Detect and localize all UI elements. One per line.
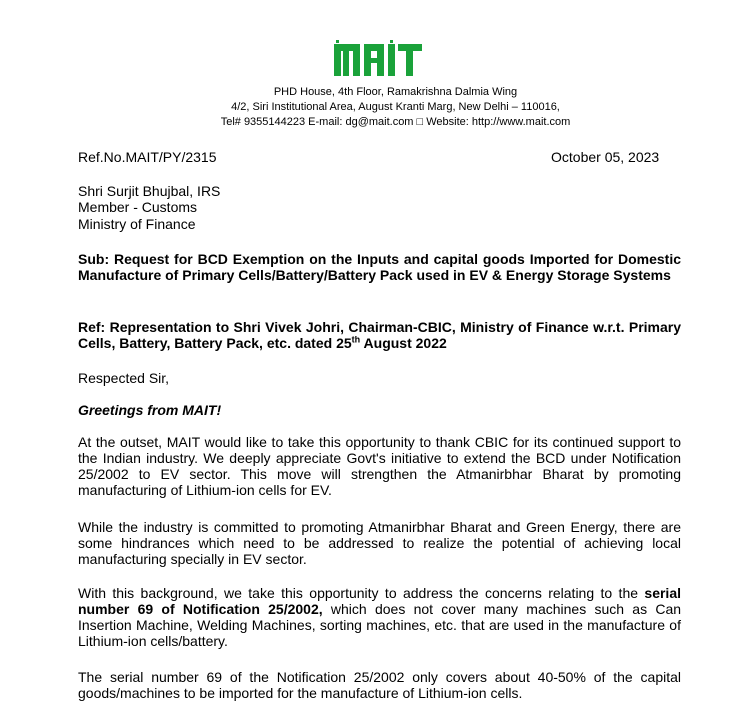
mait-logo <box>334 40 424 78</box>
subject-line: Sub: Request for BCD Exemption on the Inputs and capital goods Imported for Domestic Manufacture of Primary Cells/Battery/Battery Pack used in EV & Energy Storage Systems <box>78 251 681 283</box>
paragraph-3 <box>78 585 681 649</box>
paragraph-3-tail: which does not cover many machines such as Can Insertion Machine, Welding Machines, sorting machines, etc. that are used in the manufacture of Lithium-ion cells/battery. <box>78 601 682 649</box>
reference-tail: August 2022 <box>360 335 447 351</box>
recipient-name: Shri Surjit Bhujbal, IRS <box>78 183 221 199</box>
address-line-1: PHD House, 4th Floor, Ramakrishna Dalmia Wing <box>273 86 518 98</box>
salutation: Respected Sir, <box>78 370 170 386</box>
letter-date: October 05, 2023 <box>551 149 660 165</box>
paragraph-3-lead: With this background, we take this opportunity to address the concerns relating to the <box>78 585 645 601</box>
address-line-2: 4/2, Siri Institutional Area, August Kranti Marg, New Delhi – 110016, <box>231 101 560 113</box>
paragraph-1: At the outset, MAIT would like to take this opportunity to thank CBIC for its continued support to the Indian industry. We deeply appreciate Govt's initiative to extend the BCD under Notification 25/2002 to EV sector. This move will strengthen the Atmanirbhar Bharat by promoting manufacturing of Lithium-ion cells for EV. <box>78 434 681 498</box>
reference-text: Ref: Representation to Shri Vivek Johri, Chairman-CBIC, Ministry of Finance w.r.t. Primary Cells, Battery, Battery Pack, etc. dated 25 <box>78 319 681 351</box>
contact-line: Tel# 9355144223 E-mail: dg@mait.com □ Website: http://www.mait.com <box>220 116 571 128</box>
reference-line <box>78 319 681 351</box>
reference-sup: th <box>351 334 361 345</box>
paragraph-3-bold: serial number 69 of Notification 25/2002, <box>78 585 681 617</box>
paragraph-4: The serial number 69 of the Notification 25/2002 only covers about 40-50% of the capital goods/machines to be imported for the manufacture of Lithium-ion cells. <box>78 669 681 701</box>
recipient-title: Member - Customs <box>78 199 198 215</box>
recipient-org: Ministry of Finance <box>78 216 196 232</box>
paragraph-2: While the industry is committed to promoting Atmanirbhar Bharat and Green Energy, there are some hindrances which need to be addressed to realize the potential of achieving local manufacturing specially in EV sector. <box>78 519 681 567</box>
reference-number: Ref.No.MAIT/PY/2315 <box>78 149 217 165</box>
greeting: Greetings from MAIT! <box>78 402 222 418</box>
